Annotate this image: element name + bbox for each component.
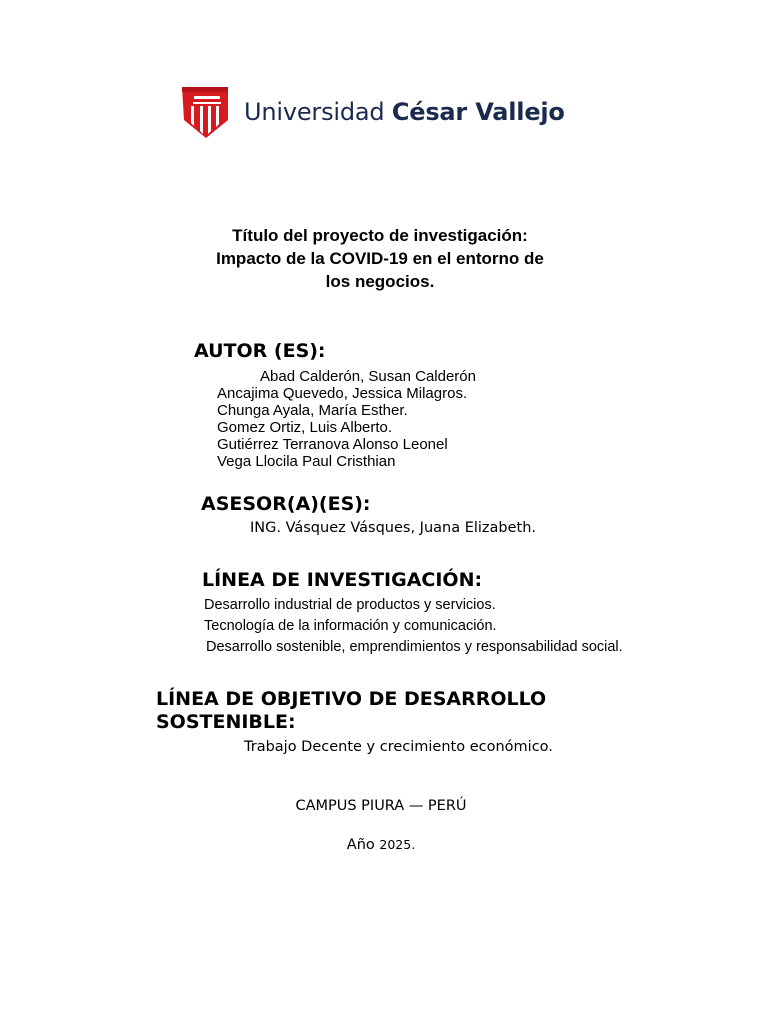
campus-location: CAMPUS PIURA — PERÚ	[295, 798, 467, 814]
university-logo	[180, 84, 565, 140]
research-line-item: Tecnología de la información y comunicación.	[204, 618, 497, 634]
sdg-item: Trabajo Decente y crecimiento económico.	[244, 739, 553, 755]
authors-list	[0, 368, 768, 470]
authors-heading: AUTOR (ES):	[194, 340, 326, 362]
advisor-name: ING. Vásquez Vásques, Juana Elizabeth.	[250, 520, 537, 536]
author-name: Vega Llocila Paul Cristhian	[217, 453, 396, 470]
title-line-1: Título del proyecto de investigación:	[232, 226, 528, 245]
research-line-item: Desarrollo sostenible, emprendimientos y responsabilidad social.	[206, 639, 623, 655]
sdg-heading-line-1: LÍNEA DE OBJETIVO DE DESARROLLO	[156, 688, 547, 710]
author-name: Gutiérrez Terranova Alonso Leonel	[217, 436, 448, 453]
advisors-heading: ASESOR(A)(ES):	[201, 493, 371, 515]
research-line-heading: LÍNEA DE INVESTIGACIÓN:	[202, 569, 483, 591]
sdg-heading-line-2: SOSTENIBLE:	[156, 711, 296, 733]
author-name: Chunga Ayala, María Esther.	[217, 402, 408, 419]
year-label: Año	[346, 837, 380, 853]
university-name: Universidad César Vallejo	[244, 98, 565, 126]
author-name: Abad Calderón, Susan Calderón	[260, 368, 476, 385]
author-name: Gomez Ortiz, Luis Alberto.	[217, 419, 393, 436]
year-line	[0, 837, 762, 853]
title-line-2: Impacto de la COVID-19 en el entorno de	[216, 249, 544, 268]
author-name: Ancajima Quevedo, Jessica Milagros.	[217, 385, 468, 402]
research-line-item: Desarrollo industrial de productos y servicios.	[204, 597, 496, 613]
project-title	[150, 224, 610, 293]
title-line-3: los negocios.	[325, 272, 435, 291]
shield-emblem-icon	[180, 84, 230, 140]
year-value: 2025.	[379, 837, 416, 852]
